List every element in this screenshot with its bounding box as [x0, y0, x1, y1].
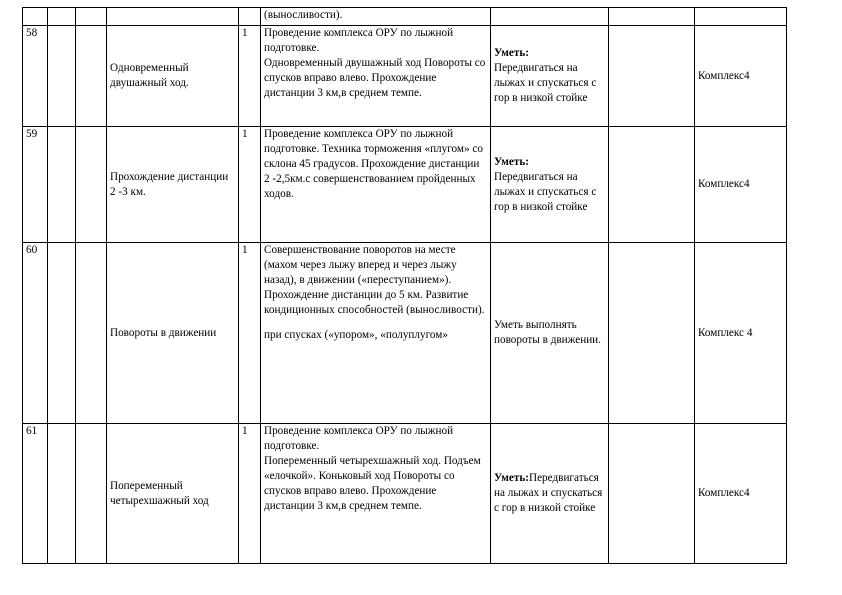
lesson-requirements: Уметь выполнять повороты в движении.: [491, 243, 609, 424]
lesson-plan-table: [22, 7, 787, 564]
continuation-row: [23, 8, 787, 26]
lesson-number: 58: [23, 26, 48, 127]
lesson-topic: Попеременный четырехшажный ход: [107, 424, 239, 564]
lesson-hours: 1: [239, 243, 261, 424]
lesson-content: Проведение комплекса ОРУ по лыжной подготовке. Техника торможения «плугом» со склона 45 градусов. Прохождение дистанции 2 -2,5км.с совершенствованием пройденных ходов.: [261, 127, 491, 243]
lesson-requirements: Уметь:Передвигаться на лыжах и спускаться с гор в низкой стойке: [491, 424, 609, 564]
lesson-number: 61: [23, 424, 48, 564]
lesson-row: [23, 26, 787, 127]
lesson-content: Проведение комплекса ОРУ по лыжной подготовке. Попеременный четырехшажный ход. Подъем «елочкой». Коньковый ход Повороты со спусков вправо влево. Прохождение дистанции 3 км,в среднем темпе.: [261, 424, 491, 564]
lesson-number: 60: [23, 243, 48, 424]
lesson-hours: 1: [239, 127, 261, 243]
lesson-topic: Прохождение дистанции 2 -3 км.: [107, 127, 239, 243]
lesson-topic: Повороты в движении: [107, 243, 239, 424]
continuation-text: (выносливости).: [261, 8, 491, 26]
lesson-control: Комплекс 4: [695, 243, 787, 424]
lesson-requirements: Уметь: Передвигаться на лыжах и спускаться с гор в низкой стойке: [491, 26, 609, 127]
lesson-row: [23, 424, 787, 564]
lesson-topic: Одновременный двушажный ход.: [107, 26, 239, 127]
lesson-requirements: Уметь: Передвигаться на лыжах и спускаться с гор в низкой стойке: [491, 127, 609, 243]
lesson-control: Комплекс4: [695, 26, 787, 127]
lesson-hours: 1: [239, 424, 261, 564]
lesson-content: Совершенствование поворотов на месте (махом через лыжу вперед и через лыжу назад), в движении («переступанием»). Прохождение дистанции до 5 км. Развитие кондиционных способностей (выносливости). при спусках («упором», «полуплугом»: [261, 243, 491, 424]
lesson-control: Комплекс4: [695, 127, 787, 243]
lesson-control: Комплекс4: [695, 424, 787, 564]
lesson-row: [23, 243, 787, 424]
lesson-number: 59: [23, 127, 48, 243]
lesson-row: [23, 127, 787, 243]
lesson-hours: 1: [239, 26, 261, 127]
lesson-content: Проведение комплекса ОРУ по лыжной подготовке. Одновременный двушажный ход Повороты со спусков вправо влево. Прохождение дистанции 3 км,в среднем темпе.: [261, 26, 491, 127]
